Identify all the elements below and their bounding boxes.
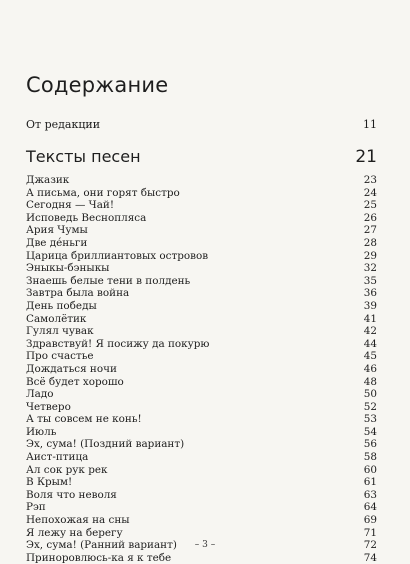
toc-entry-title: А письма, они горят быстро	[26, 186, 180, 199]
section-title: Тексты песен	[26, 147, 141, 166]
toc-entry-title: Царица бриллиантовых островов	[26, 249, 209, 262]
toc-entry[interactable]	[26, 413, 377, 426]
toc-entry[interactable]	[26, 388, 377, 401]
toc-entry-title: Знаешь белые тени в полдень	[26, 274, 191, 287]
toc-entry-title: Эныкы-бэныкы	[26, 262, 110, 275]
toc-entry-page: 74	[363, 551, 377, 564]
toc-entry-page: 71	[363, 526, 377, 539]
toc-entry[interactable]	[26, 501, 377, 514]
toc-entry-title: Эх, сума! (Поздний вариант)	[26, 438, 185, 451]
toc-entry-title: Четверо	[26, 400, 71, 413]
toc-entry-title: Непохожая на сны	[26, 514, 130, 527]
toc-entry[interactable]	[26, 275, 377, 288]
toc-entry-page: 35	[363, 274, 377, 287]
toc-entry[interactable]	[26, 212, 377, 225]
toc-entry[interactable]	[26, 376, 377, 389]
toc-entry-page: 25	[363, 199, 377, 212]
toc-entry[interactable]	[26, 287, 377, 300]
toc-entry-title: Завтра была война	[26, 287, 130, 300]
toc-entry-page: 44	[363, 337, 377, 350]
toc-entry-page: 26	[363, 211, 377, 224]
toc-entry[interactable]	[26, 514, 377, 527]
toc-entry-title: Ал сок рук рек	[26, 463, 108, 476]
toc-entry[interactable]	[26, 262, 377, 275]
toc-entry[interactable]	[26, 237, 377, 250]
toc-entry[interactable]	[26, 401, 377, 414]
toc-entry-page: 64	[363, 501, 377, 514]
toc-entry-title: А ты совсем не конь!	[26, 413, 142, 426]
toc-entry[interactable]	[26, 325, 377, 338]
toc-entry[interactable]	[26, 363, 377, 376]
toc-entry-title: Две дéньги	[26, 236, 88, 249]
toc-entry-title: Дождаться ночи	[26, 362, 117, 375]
toc-entry-title: Всё будет хорошо	[26, 375, 124, 388]
toc-entry[interactable]	[26, 174, 377, 187]
toc-entry-page: 52	[363, 400, 377, 413]
toc-entry[interactable]	[26, 199, 377, 212]
toc-entry[interactable]	[26, 552, 377, 564]
toc-entry-page: 27	[363, 224, 377, 237]
toc-entry[interactable]	[26, 527, 377, 540]
toc-entry-page: 46	[363, 362, 377, 375]
toc-entry-title: Исповедь Веснопляса	[26, 211, 147, 224]
toc-entry-title: Сегодня — Чай!	[26, 199, 115, 212]
toc-entry[interactable]	[26, 224, 377, 237]
toc-entry[interactable]	[26, 350, 377, 363]
toc-entry-page: 42	[363, 325, 377, 338]
toc-entry[interactable]	[26, 187, 377, 200]
toc-entry[interactable]	[26, 438, 377, 451]
toc-entry[interactable]	[26, 426, 377, 439]
toc-entry-title: Самолётик	[26, 312, 87, 325]
toc-entry-page: 72	[363, 539, 377, 552]
toc-entry-page: 50	[363, 388, 377, 401]
section-page: 21	[355, 147, 377, 167]
toc-entry-page: 41	[363, 312, 377, 325]
toc-entry-title: Я лежу на берегу	[26, 526, 123, 539]
toc-entry-title: Воля что неволя	[26, 488, 117, 501]
toc-entry-title: Ария Чумы	[26, 224, 88, 237]
toc-entry-title: День победы	[26, 299, 97, 312]
toc-entry[interactable]	[26, 476, 377, 489]
toc-entry-page: 39	[363, 299, 377, 312]
toc-entry-title: Эх, сума! (Ранний вариант)	[26, 539, 177, 552]
toc-entry-title: От редакции	[26, 118, 101, 131]
toc-entry-page: 29	[363, 249, 377, 262]
toc-entry-title: Здравствуй! Я посижу да покурю	[26, 337, 210, 350]
toc-entry-page: 53	[363, 413, 377, 426]
toc-entry-title: Приноровлюсь-ка я к тебе	[26, 551, 172, 564]
toc-entry-page: 24	[363, 186, 377, 199]
toc-entry-page: 11	[363, 118, 377, 131]
toc-entry-title: Ладо	[26, 388, 54, 401]
toc-entry-title: Про счастье	[26, 350, 94, 363]
toc-entry-page: 45	[363, 350, 377, 363]
toc-entry[interactable]	[26, 338, 377, 351]
toc-entry[interactable]	[26, 250, 377, 263]
toc-entry-page: 54	[363, 425, 377, 438]
toc-entry-page: 56	[363, 438, 377, 451]
toc-entry-page: 61	[363, 476, 377, 489]
toc-entry-title: Гулял чувак	[26, 325, 94, 338]
section-heading[interactable]	[26, 147, 377, 167]
toc-entry-page: 36	[363, 287, 377, 300]
toc-entry[interactable]	[26, 313, 377, 326]
toc-list	[26, 174, 377, 564]
page-number-footer: – 3 –	[194, 540, 216, 550]
toc-entry-page: 32	[363, 262, 377, 275]
page-title: Содержание	[26, 73, 169, 97]
toc-entry-page: 58	[363, 451, 377, 464]
toc-entry-page: 28	[363, 236, 377, 249]
toc-entry[interactable]	[26, 464, 377, 477]
toc-entry[interactable]	[26, 451, 377, 464]
toc-entry[interactable]	[26, 300, 377, 313]
toc-entry-page: 69	[363, 514, 377, 527]
toc-entry-editor[interactable]	[26, 118, 377, 131]
toc-entry-page: 48	[363, 375, 377, 388]
toc-entry-title: В Крым!	[26, 476, 73, 489]
toc-entry-title: Джазик	[26, 174, 70, 186]
toc-entry-page: 23	[363, 174, 377, 186]
toc-entry-title: Аист-птица	[26, 451, 89, 464]
toc-entry-page: 63	[363, 488, 377, 501]
toc-entry-page: 60	[363, 463, 377, 476]
toc-entry[interactable]	[26, 489, 377, 502]
toc-entry-title: Рэп	[26, 501, 46, 514]
toc-entry-title: Июль	[26, 425, 57, 438]
